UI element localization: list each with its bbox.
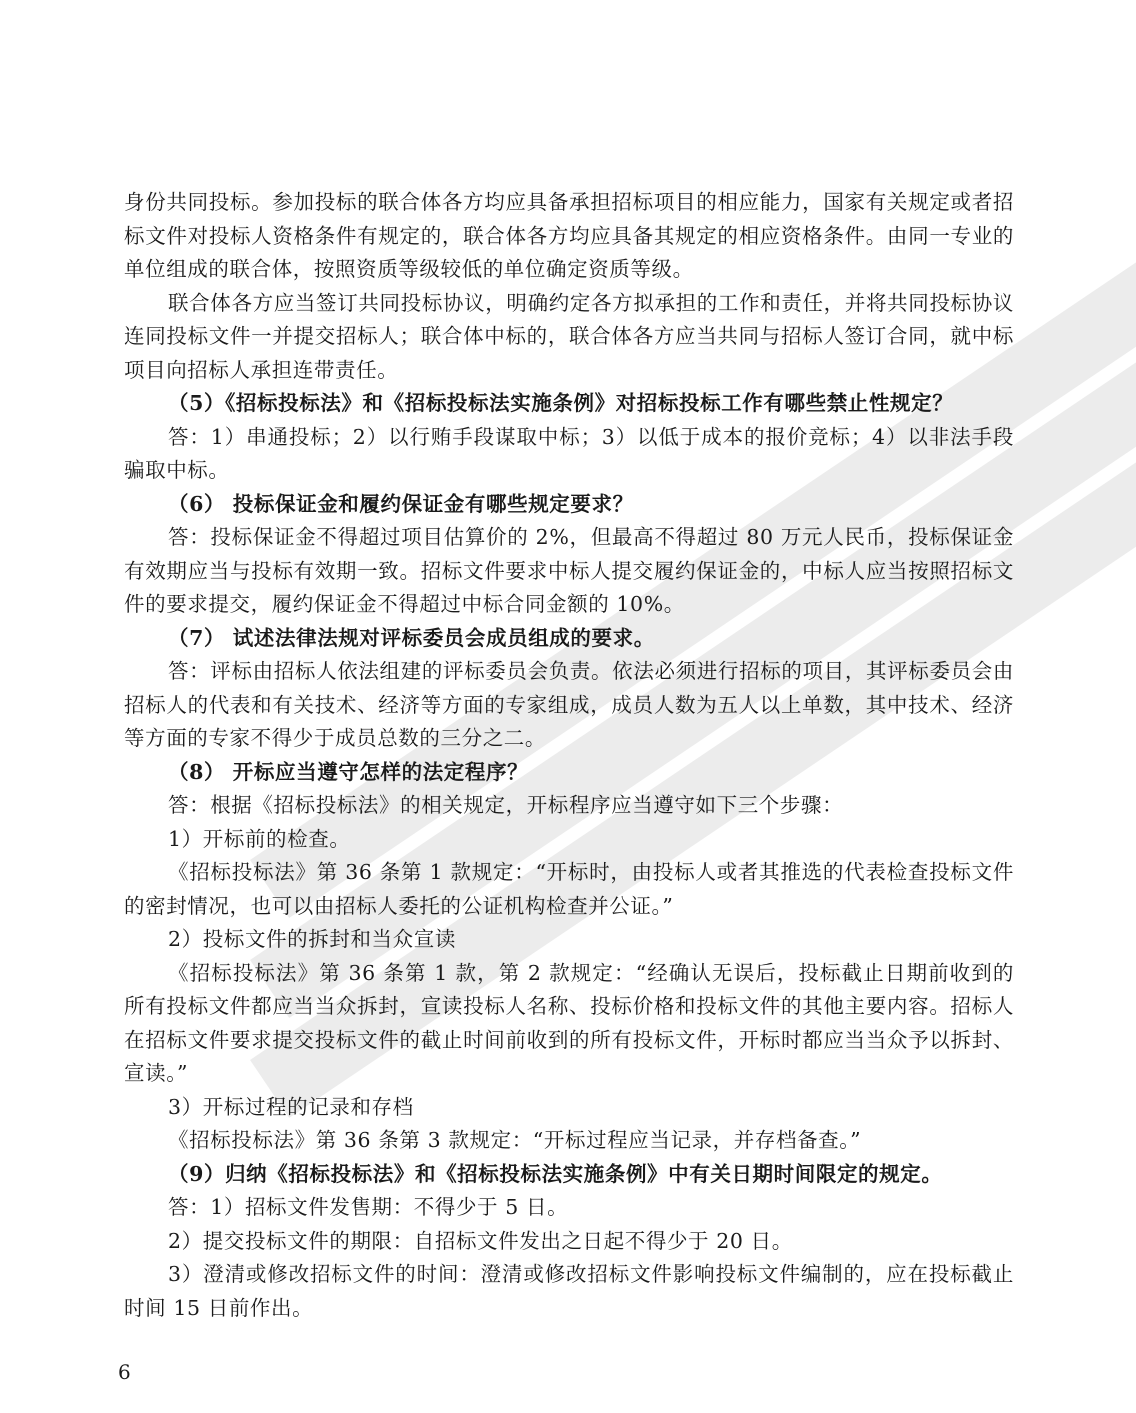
question-5: （5）《招标投标法》和《招标投标法实施条例》对招标投标工作有哪些禁止性规定？ (168, 391, 954, 415)
answer-8-step-1-detail: 《招标投标法》第 36 条第 1 款规定：“开标时，由投标人或者其推选的代表检查投标文件的密封情况，也可以由招标人委托的公证机构检查并公证。” (124, 860, 1014, 918)
answer-8-step-2: 2）投标文件的拆封和当众宣读 (168, 927, 456, 951)
answer-7: 答：评标由招标人依法组建的评标委员会负责。依法必须进行招标的项目，其评标委员会由招标人的代表和有关技术、经济等方面的专家组成，成员人数为五人以上单数，其中技术、经济等方面的专家不得少于成员总数的三分之二。 (124, 659, 1014, 750)
answer-9-item-3: 3）澄清或修改招标文件的时间：澄清或修改招标文件影响投标文件编制的，应在投标截止时间 15 日前作出。 (124, 1262, 1014, 1320)
answer-5: 答：1）串通投标；2）以行贿手段谋取中标；3）以低于成本的报价竞标；4）以非法手段骗取中标。 (124, 424, 1014, 482)
body-text (124, 186, 1014, 1325)
paragraph-consortium-agreement: 联合体各方应当签订共同投标协议，明确约定各方拟承担的工作和责任，并将共同投标协议连同投标文件一并提交招标人；联合体中标的，联合体各方应当共同与招标人签订合同，就中标项目向招标人承担连带责任。 (124, 290, 1014, 382)
answer-8-step-3-detail: 《招标投标法》第 36 条第 3 款规定：“开标过程应当记录，并存档备查。” (168, 1128, 862, 1152)
question-8: （8） 开标应当遵守怎样的法定程序？ (168, 759, 529, 784)
answer-6: 答：投标保证金不得超过项目估算价的 2%，但最高不得超过 80 万元人民币，投标保证金有效期应当与投标有效期一致。招标文件要求中标人提交履约保证金的，中标人应当按照招标文件的要求提交，履约保证金不得超过中标合同金额的 10%。 (124, 525, 1014, 616)
question-7: （7） 试述法律法规对评标委员会成员组成的要求。 (168, 625, 655, 650)
question-9: （9）归纳《招标投标法》和《招标投标法实施条例》中有关日期时间限定的规定。 (168, 1161, 943, 1186)
answer-9-item-1: 答：1）招标文件发售期：不得少于 5 日。 (168, 1195, 569, 1219)
answer-8-intro: 答：根据《招标投标法》的相关规定，开标程序应当遵守如下三个步骤： (168, 793, 844, 817)
answer-8-step-1: 1）开标前的检查。 (168, 826, 351, 851)
answer-9-item-2: 2）提交投标文件的期限：自招标文件发出之日起不得少于 20 日。 (168, 1228, 793, 1253)
answer-8-step-2-detail: 《招标投标法》第 36 条第 1 款，第 2 款规定：“经确认无误后，投标截止日期前收到的所有投标文件都应当当众拆封，宣读投标人名称、投标价格和投标文件的其他主要内容。招标人在招标文件要求提交投标文件的截止时间前收到的所有投标文件，开标时都应当当众予以拆封、宣读。” (124, 960, 1014, 1085)
page-number: 6 (118, 1360, 131, 1384)
paragraph-consortium-qualification: 身份共同投标。参加投标的联合体各方均应具备承担招标项目的相应能力，国家有关规定或者招标文件对投标人资格条件有规定的，联合体各方均应具备其规定的相应资格条件。由同一专业的单位组成的联合体，按照资质等级较低的单位确定资质等级。 (124, 190, 1014, 281)
answer-8-step-3: 3）开标过程的记录和存档 (168, 1094, 414, 1119)
question-6: （6） 投标保证金和履约保证金有哪些规定要求？ (168, 491, 634, 516)
